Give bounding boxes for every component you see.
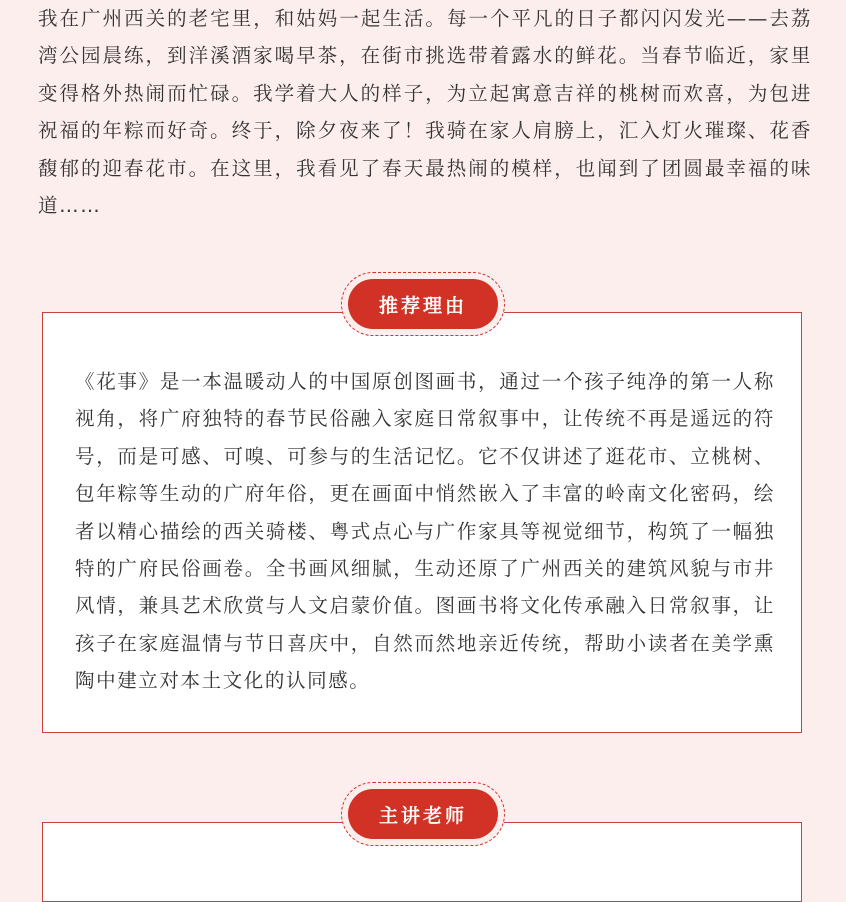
intro-paragraph: 我在广州西关的老宅里，和姑妈一起生活。每一个平凡的日子都闪闪发光——去荔湾公园晨练，到洋溪酒家喝早茶，在街市挑选带着露水的鲜花。当春节临近，家里变得格外热闹而忙碌。我学着大人的样子，为立起寓意吉祥的桃树而欢喜，为包进祝福的年粽而好奇。终于，除夕夜来了！我骑在家人肩膀上，汇入灯火璀璨、花香馥郁的迎春花市。在这里，我看见了春天最热闹的模样，也闻到了团圆最幸福的味道…… bbox=[38, 7, 812, 218]
teacher-title: 主讲老师 bbox=[348, 789, 498, 839]
recommend-title: 推荐理由 bbox=[348, 279, 498, 329]
teacher-section-header bbox=[341, 782, 505, 846]
recommend-card bbox=[42, 312, 802, 733]
recommend-section-header bbox=[341, 272, 505, 336]
recommend-text: 《花事》是一本温暖动人的中国原创图画书，通过一个孩子纯净的第一人称视角，将广府独特的春节民俗融入家庭日常叙事中，让传统不再是遥远的符号，而是可感、可嗅、可参与的生活记忆。它不仅讲述了逛花市、立桃树、包年粽等生动的广府年俗，更在画面中悄然嵌入了丰富的岭南文化密码，绘者以精心描绘的西关骑楼、粤式点心与广作家具等视觉细节，构筑了一幅独特的广府民俗画卷。全书画风细腻，生动还原了广州西关的建筑风貌与市井风情，兼具艺术欣赏与人文启蒙价值。图画书将文化传承融入日常叙事，让孩子在家庭温情与节日喜庆中，自然而然地亲近传统，帮助小读者在美学熏陶中建立对本土文化的认同感。 bbox=[75, 370, 775, 693]
